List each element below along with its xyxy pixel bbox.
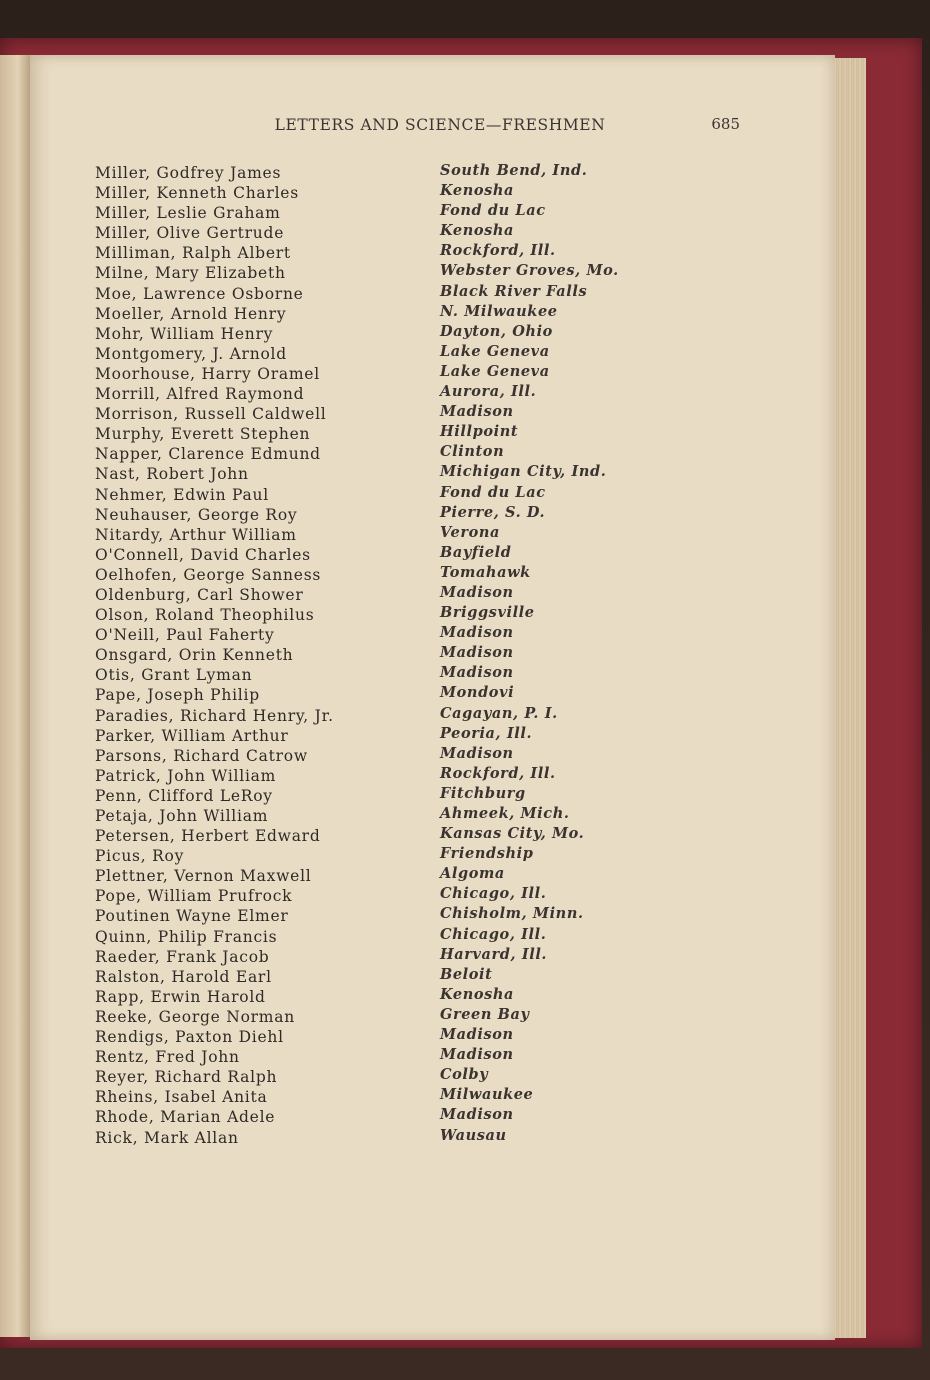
student-hometown: Lake Geneva [440, 362, 550, 380]
student-hometown: Fitchburg [440, 784, 526, 802]
student-name: Olson, Roland Theophilus [95, 606, 315, 625]
student-hometown: Kansas City, Mo. [440, 825, 585, 843]
student-hometown: Lake Geneva [440, 342, 550, 360]
student-hometown: Briggsville [440, 604, 535, 622]
student-hometown: Rockford, Ill. [440, 242, 556, 260]
page-number: 685 [711, 115, 740, 133]
student-hometown: Pierre, S. D. [440, 503, 546, 521]
student-name: Miller, Leslie Graham [95, 204, 281, 223]
student-hometown: Colby [440, 1066, 489, 1084]
facing-page-edge [0, 55, 30, 1337]
student-name: Nitardy, Arthur William [95, 525, 297, 544]
student-name: Rheins, Isabel Anita [95, 1088, 268, 1107]
student-name: Pape, Joseph Philip [95, 686, 260, 705]
student-name: Onsgard, Orin Kenneth [95, 646, 294, 665]
student-name: Parker, William Arthur [95, 726, 289, 745]
student-name: Napper, Clarence Edmund [95, 445, 321, 464]
student-name: Picus, Roy [95, 847, 185, 866]
student-name: Morrison, Russell Caldwell [95, 405, 327, 424]
student-name: Paradies, Richard Henry, Jr. [95, 706, 334, 725]
student-hometown: Ahmeek, Mich. [440, 805, 570, 822]
student-hometown: Peoria, Ill. [440, 724, 533, 742]
student-hometown: Bayfield [440, 543, 512, 561]
student-hometown: Kenosha [440, 222, 515, 240]
student-hometown: South Bend, Ind. [440, 162, 588, 179]
student-names-column [95, 163, 425, 1148]
student-name: Nehmer, Edwin Paul [95, 485, 269, 504]
student-hometown: Rockford, Ill. [440, 764, 556, 782]
student-hometown: Green Bay [440, 1005, 530, 1023]
student-hometown: Chicago, Ill. [440, 925, 547, 943]
student-name: Moorhouse, Harry Oramel [95, 364, 320, 383]
student-hometown: Madison [440, 403, 514, 421]
student-hometown: Madison [440, 583, 514, 601]
student-name: Moe, Lawrence Osborne [95, 284, 304, 303]
student-name: Oelhofen, George Sanness [95, 565, 322, 584]
student-name: O'Connell, David Charles [95, 545, 311, 564]
student-name: O'Neill, Paul Faherty [95, 626, 275, 645]
student-name: Quinn, Philip Francis [95, 927, 278, 946]
student-hometown: Clinton [440, 443, 505, 461]
student-name: Rapp, Erwin Harold [95, 987, 266, 1006]
student-name: Montgomery, J. Arnold [95, 344, 287, 363]
student-hometown: Algoma [440, 865, 505, 883]
student-name: Rendigs, Paxton Diehl [95, 1028, 284, 1047]
student-hometown: Friendship [440, 845, 534, 863]
student-name: Reyer, Richard Ralph [95, 1068, 278, 1087]
student-name: Parsons, Richard Catrow [95, 746, 308, 765]
student-hometown: Madison [440, 1026, 514, 1044]
student-hometown: Madison [440, 1046, 514, 1064]
student-name: Poutinen Wayne Elmer [95, 907, 289, 926]
student-hometown: Mondovi [440, 684, 515, 702]
student-name: Oldenburg, Carl Shower [95, 585, 304, 604]
student-hometown: Tomahawk [440, 563, 531, 581]
hometowns-column [440, 161, 780, 1146]
student-name: Plettner, Vernon Maxwell [95, 867, 312, 886]
student-name: Moeller, Arnold Henry [95, 304, 287, 323]
student-hometown: Madison [440, 664, 514, 682]
student-name: Raeder, Frank Jacob [95, 947, 270, 966]
student-name: Penn, Clifford LeRoy [95, 786, 273, 805]
student-hometown: Madison [440, 624, 514, 642]
student-hometown: Kenosha [440, 182, 515, 200]
student-hometown: Kenosha [440, 985, 515, 1003]
running-header: LETTERS AND SCIENCE—FRESHMEN [274, 116, 606, 134]
student-hometown: Milwaukee [440, 1086, 534, 1104]
student-hometown: Black River Falls [440, 282, 588, 300]
student-hometown: Cagayan, P. I. [440, 704, 558, 722]
student-name: Rick, Mark Allan [95, 1128, 239, 1147]
student-name: Nast, Robert John [95, 465, 249, 484]
student-name: Otis, Grant Lyman [95, 666, 253, 685]
student-hometown: Chisholm, Minn. [440, 905, 584, 923]
student-hometown: Aurora, Ill. [440, 383, 537, 401]
student-hometown: Harvard, Ill. [440, 945, 548, 963]
student-name: Rentz, Fred John [95, 1048, 240, 1067]
student-name: Reeke, George Norman [95, 1007, 295, 1026]
student-hometown: Chicago, Ill. [440, 885, 547, 903]
student-name: Mohr, William Henry [95, 324, 274, 343]
student-hometown: Dayton, Ohio [440, 322, 553, 340]
student-name: Pope, William Prufrock [95, 887, 293, 906]
student-name: Ralston, Harold Earl [95, 967, 272, 986]
student-hometown: Madison [440, 1106, 514, 1124]
student-hometown: Michigan City, Ind. [440, 463, 607, 481]
student-name: Patrick, John William [95, 766, 277, 785]
student-hometown: Wausau [440, 1126, 507, 1144]
student-name: Miller, Godfrey James [95, 164, 282, 182]
student-name: Morrill, Alfred Raymond [95, 385, 305, 404]
student-name: Miller, Olive Gertrude [95, 224, 285, 243]
student-hometown: Fond du Lac [440, 483, 546, 501]
student-name: Neuhauser, George Roy [95, 505, 298, 524]
student-name: Milne, Mary Elizabeth [95, 264, 286, 283]
student-hometown: N. Milwaukee [440, 302, 558, 320]
student-hometown: Madison [440, 744, 514, 762]
student-hometown: Hillpoint [440, 423, 519, 441]
student-name: Milliman, Ralph Albert [95, 244, 291, 263]
student-hometown: Fond du Lac [440, 202, 546, 220]
student-hometown: Madison [440, 644, 514, 662]
student-name: Murphy, Everett Stephen [95, 425, 311, 444]
student-hometown: Verona [440, 523, 500, 541]
student-name: Petaja, John William [95, 807, 269, 825]
student-name: Miller, Kenneth Charles [95, 184, 299, 203]
student-name: Rhode, Marian Adele [95, 1108, 276, 1127]
student-hometown: Beloit [440, 965, 493, 983]
student-hometown: Webster Groves, Mo. [440, 262, 619, 280]
student-name: Petersen, Herbert Edward [95, 827, 321, 846]
